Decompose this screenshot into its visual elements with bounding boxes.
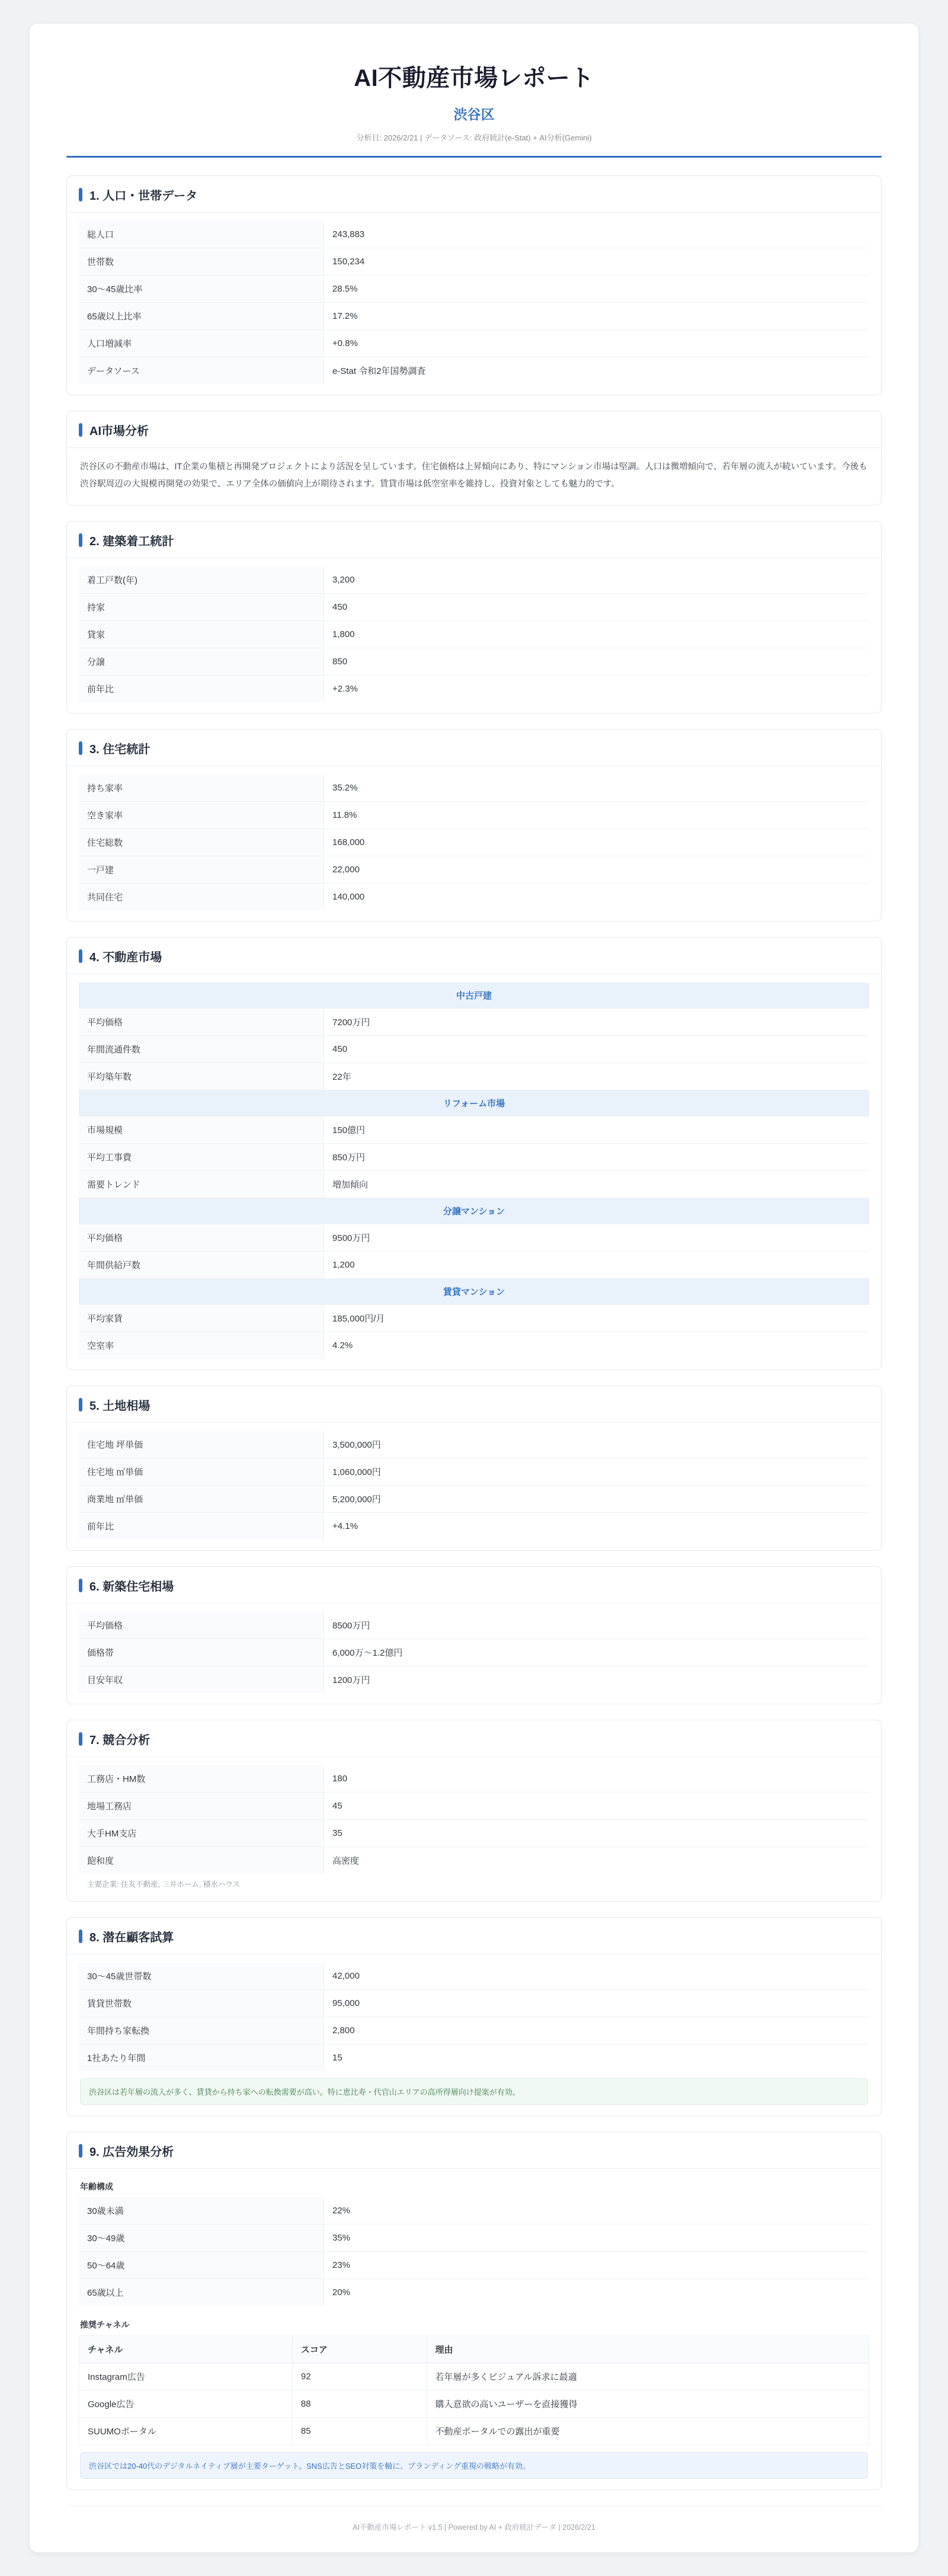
row-value: 2,800 bbox=[332, 2025, 355, 2036]
report-header bbox=[66, 59, 882, 158]
row-value: 9500万円 bbox=[332, 1233, 370, 1243]
report-meta: 分析日: 2026/2/21 | データソース: 政府統計(e-Stat) + AI分析(Gemini) bbox=[356, 133, 592, 142]
section-title: 1. 人口・世帯データ bbox=[89, 190, 198, 203]
table-row bbox=[79, 2225, 869, 2252]
age-composition-table bbox=[79, 2197, 869, 2306]
table-row bbox=[79, 1252, 869, 1279]
row-value: 増加傾向 bbox=[332, 1180, 369, 1190]
row-value: 150億円 bbox=[332, 1125, 366, 1135]
table-row bbox=[79, 567, 869, 594]
row-label: 総人口 bbox=[79, 221, 324, 248]
row-value: +2.3% bbox=[332, 684, 358, 694]
row-label: 年間持ち家転換 bbox=[79, 2017, 324, 2044]
channel-score: 85 bbox=[292, 2418, 427, 2445]
section-accent-bar bbox=[79, 533, 82, 547]
row-label: 共同住宅 bbox=[79, 884, 324, 911]
newhouse-table bbox=[79, 1612, 869, 1693]
row-value: 22% bbox=[332, 2206, 351, 2216]
table-row bbox=[79, 1171, 869, 1198]
section-title: 6. 新築住宅相場 bbox=[89, 1580, 174, 1593]
row-value: 7200万円 bbox=[332, 1017, 370, 1028]
row-value: +0.8% bbox=[332, 338, 358, 348]
section-header bbox=[67, 729, 881, 766]
channel-name: Google広告 bbox=[79, 2391, 293, 2418]
row-label: 30歳未満 bbox=[79, 2197, 324, 2225]
row-label: 1社あたり年間 bbox=[79, 2044, 324, 2072]
report-sheet bbox=[30, 24, 918, 2552]
row-value: 3,500,000円 bbox=[332, 1440, 381, 1450]
row-label: 賃貸世帯数 bbox=[79, 1990, 324, 2017]
table-row bbox=[79, 1666, 869, 1694]
section-body bbox=[67, 2169, 881, 2489]
row-label: 需要トレンド bbox=[79, 1171, 324, 1198]
row-label: 住宅総数 bbox=[79, 829, 324, 856]
row-value: 8500万円 bbox=[332, 1621, 370, 1631]
table-row bbox=[79, 648, 869, 676]
table-row bbox=[79, 2418, 869, 2445]
section-accent-bar bbox=[79, 2144, 82, 2158]
table-row bbox=[79, 2279, 869, 2306]
housing-table bbox=[79, 775, 869, 910]
channel-score: 88 bbox=[292, 2391, 427, 2418]
section-header bbox=[67, 411, 881, 448]
row-value: 28.5% bbox=[332, 284, 358, 294]
table-row bbox=[79, 1612, 869, 1639]
section-title: AI市場分析 bbox=[89, 425, 149, 438]
table-row bbox=[79, 1431, 869, 1458]
row-label: 前年比 bbox=[79, 1513, 324, 1540]
section-accent-bar bbox=[79, 741, 82, 755]
section-housing bbox=[66, 729, 882, 921]
realestate-table bbox=[79, 983, 869, 1359]
row-label: 65歳以上比率 bbox=[79, 303, 324, 330]
channel-table bbox=[79, 2335, 869, 2445]
table-row bbox=[79, 2391, 869, 2418]
row-label: 平均価格 bbox=[79, 1224, 324, 1252]
row-label: 価格帯 bbox=[79, 1639, 324, 1666]
header-divider bbox=[66, 156, 882, 158]
row-label: 分譲 bbox=[79, 648, 324, 676]
section-header bbox=[67, 521, 881, 558]
table-row bbox=[79, 1305, 869, 1332]
section-header bbox=[67, 937, 881, 974]
age-composition-label: 年齢構成 bbox=[80, 2182, 113, 2191]
section-accent-bar bbox=[79, 188, 82, 201]
row-label: 30〜49歳 bbox=[79, 2225, 324, 2252]
table-row bbox=[79, 1224, 869, 1252]
section-competition bbox=[66, 1720, 882, 1902]
competition-note: 主要企業: 住友不動産, 三井ホーム, 積水ハウス bbox=[87, 1880, 240, 1889]
row-label: 世帯数 bbox=[79, 248, 324, 276]
row-label: 持ち家率 bbox=[79, 775, 324, 802]
section-title: 8. 潜在顧客試算 bbox=[89, 1931, 174, 1944]
row-value: 20% bbox=[332, 2287, 351, 2297]
section-title: 7. 競合分析 bbox=[89, 1734, 150, 1747]
row-value: 850万円 bbox=[332, 1153, 366, 1163]
channel-name: Instagram広告 bbox=[79, 2363, 293, 2391]
row-value: 高密度 bbox=[332, 1856, 360, 1866]
table-row bbox=[79, 2017, 869, 2044]
ads-insight-note: 渋谷区では20-40代のデジタルネイティブ層が主要ターゲット。SNS広告とSEO対策を軸に、ブランディング重視の戦略が有効。 bbox=[80, 2452, 868, 2479]
row-label: 飽和度 bbox=[79, 1847, 324, 1874]
table-row bbox=[79, 802, 869, 829]
row-label: 50〜64歳 bbox=[79, 2252, 324, 2279]
channel-reason: 購入意欲の高いユーザーを直接獲得 bbox=[427, 2391, 869, 2418]
section-accent-bar bbox=[79, 1732, 82, 1746]
section-title: 4. 不動産市場 bbox=[89, 951, 162, 964]
row-label: 平均工事費 bbox=[79, 1144, 324, 1171]
row-value: 22年 bbox=[332, 1072, 351, 1082]
row-label: 住宅地 ㎡単価 bbox=[79, 1458, 324, 1486]
section-ai-analysis bbox=[66, 411, 882, 505]
table-row bbox=[79, 594, 869, 621]
row-label: 大手HM支店 bbox=[79, 1820, 324, 1847]
table-row bbox=[79, 856, 869, 884]
row-value: 42,000 bbox=[332, 1971, 360, 1981]
section-title: 9. 広告効果分析 bbox=[89, 2146, 174, 2159]
table-subheader bbox=[79, 1090, 869, 1116]
row-value: 450 bbox=[332, 602, 348, 612]
table-row bbox=[79, 2363, 869, 2391]
section-body bbox=[67, 448, 881, 505]
column-header-reason: 理由 bbox=[427, 2336, 869, 2363]
row-label: 工務店・HM数 bbox=[79, 1765, 324, 1793]
row-label: 空室率 bbox=[79, 1332, 324, 1359]
row-label: 目安年収 bbox=[79, 1666, 324, 1694]
row-value: 6,000万〜1.2億円 bbox=[332, 1648, 403, 1658]
section-accent-bar bbox=[79, 949, 82, 963]
row-value: 3,200 bbox=[332, 575, 355, 585]
subheader-label: 賃貸マンション bbox=[79, 1279, 869, 1305]
row-value: 180 bbox=[332, 1774, 348, 1784]
row-value: 45 bbox=[332, 1801, 342, 1811]
table-subheader bbox=[79, 983, 869, 1009]
report-footer: AI不動産市場レポート v1.5 | Powered by AI + 政府統計データ | 2026/2/21 bbox=[66, 2505, 882, 2532]
row-label: 平均築年数 bbox=[79, 1063, 324, 1090]
row-value: 35% bbox=[332, 2233, 351, 2243]
page-title: AI不動産市場レポート bbox=[354, 65, 594, 91]
customers-insight-note: 渋谷区は若年層の流入が多く、賃貸から持ち家への転換需要が高い。特に恵比寿・代官山エリアの高所得層向け提案が有効。 bbox=[80, 2078, 868, 2105]
row-value: 185,000円/月 bbox=[332, 1314, 385, 1324]
row-value: 35.2% bbox=[332, 783, 358, 793]
row-value: 17.2% bbox=[332, 311, 358, 321]
row-value: 95,000 bbox=[332, 1998, 360, 2008]
table-row bbox=[79, 1847, 869, 1874]
customers-table bbox=[79, 1963, 869, 2071]
table-row bbox=[79, 1036, 869, 1063]
table-row bbox=[79, 775, 869, 802]
subheader-label: 中古戸建 bbox=[79, 983, 869, 1009]
table-row bbox=[79, 2197, 869, 2225]
row-value: +4.1% bbox=[332, 1521, 358, 1531]
section-body bbox=[67, 1423, 881, 1550]
recommended-channel-label: 推奨チャネル bbox=[80, 2320, 130, 2329]
row-label: 持家 bbox=[79, 594, 324, 621]
row-value: 5,200,000円 bbox=[332, 1495, 381, 1505]
row-label: 65歳以上 bbox=[79, 2279, 324, 2306]
construction-table bbox=[79, 567, 869, 702]
table-row bbox=[79, 621, 869, 648]
row-label: 平均価格 bbox=[79, 1612, 324, 1639]
row-value: 243,883 bbox=[332, 229, 365, 239]
section-realestate bbox=[66, 937, 882, 1370]
table-row bbox=[79, 248, 869, 276]
table-row bbox=[79, 1513, 869, 1540]
section-body bbox=[67, 213, 881, 395]
section-population bbox=[66, 175, 882, 395]
table-row bbox=[79, 2044, 869, 2072]
section-header bbox=[67, 2132, 881, 2169]
table-row bbox=[79, 1486, 869, 1513]
row-label: 年間流通件数 bbox=[79, 1036, 324, 1063]
row-label: 平均家賃 bbox=[79, 1305, 324, 1332]
row-label: 30〜45歳世帯数 bbox=[79, 1963, 324, 1990]
row-value: 22,000 bbox=[332, 865, 360, 875]
row-value: 1,200 bbox=[332, 1260, 355, 1270]
section-body bbox=[67, 1604, 881, 1704]
row-value: 450 bbox=[332, 1044, 348, 1054]
row-value: 150,234 bbox=[332, 257, 365, 267]
section-newhouse bbox=[66, 1566, 882, 1704]
table-row bbox=[79, 676, 869, 703]
section-accent-bar bbox=[79, 423, 82, 437]
row-value: 15 bbox=[332, 2053, 342, 2063]
table-row bbox=[79, 221, 869, 248]
row-value: 140,000 bbox=[332, 892, 365, 902]
table-row bbox=[79, 330, 869, 357]
row-label: 市場規模 bbox=[79, 1116, 324, 1144]
subheader-label: リフォーム市場 bbox=[79, 1090, 869, 1116]
row-value: 11.8% bbox=[332, 810, 357, 820]
section-construction bbox=[66, 521, 882, 713]
table-row bbox=[79, 1063, 869, 1090]
channel-reason: 不動産ポータルでの露出が重要 bbox=[435, 2427, 560, 2437]
row-label: 人口増減率 bbox=[79, 330, 324, 357]
section-title: 5. 土地相場 bbox=[89, 1400, 150, 1413]
section-accent-bar bbox=[79, 1579, 82, 1592]
table-header-row bbox=[79, 2336, 869, 2363]
table-subheader bbox=[79, 1279, 869, 1305]
row-label: 地場工務店 bbox=[79, 1793, 324, 1820]
section-header bbox=[67, 1720, 881, 1757]
row-label: 商業地 ㎡単価 bbox=[79, 1486, 324, 1513]
channel-score: 92 bbox=[292, 2363, 427, 2391]
table-row bbox=[79, 1332, 869, 1359]
section-header bbox=[67, 1386, 881, 1423]
channel-reason: 若年層が多くビジュアル訴求に最適 bbox=[427, 2363, 869, 2391]
section-accent-bar bbox=[79, 1929, 82, 1943]
row-value: 4.2% bbox=[332, 1340, 353, 1351]
row-label: 一戸建 bbox=[79, 856, 324, 884]
section-header bbox=[67, 176, 881, 213]
row-label: 平均価格 bbox=[79, 1009, 324, 1036]
section-header bbox=[67, 1918, 881, 1954]
row-value: 1200万円 bbox=[332, 1675, 370, 1685]
population-table bbox=[79, 221, 869, 384]
section-body bbox=[67, 766, 881, 921]
table-row bbox=[79, 1458, 869, 1486]
row-value: 850 bbox=[332, 657, 348, 667]
column-header-score: スコア bbox=[292, 2336, 427, 2363]
table-row bbox=[79, 1820, 869, 1847]
table-row bbox=[79, 303, 869, 330]
table-row bbox=[79, 1009, 869, 1036]
section-body bbox=[67, 974, 881, 1369]
section-body bbox=[67, 558, 881, 713]
row-value: 1,800 bbox=[332, 629, 355, 639]
subheader-label: 分譲マンション bbox=[79, 1198, 869, 1224]
row-label: 住宅地 坪単価 bbox=[79, 1431, 324, 1458]
row-label: 前年比 bbox=[79, 676, 324, 703]
section-accent-bar bbox=[79, 1398, 82, 1412]
column-header-channel: チャネル bbox=[79, 2336, 293, 2363]
report-city: 渋谷区 bbox=[453, 107, 495, 122]
table-row bbox=[79, 884, 869, 911]
row-value: 168,000 bbox=[332, 837, 365, 847]
ai-analysis-text: 渋谷区の不動産市場は、IT企業の集積と再開発プロジェクトにより活況を呈しています。住宅価格は上昇傾向にあり、特にマンション市場は堅調。人口は微増傾向で、若年層の流入が続いています。今後も渋谷駅周辺の大規模再開発の効果で、エリア全体の価値向上が期待されます。賃貸市場は低空室率を維持し、投資対象としても魅力的です。 bbox=[80, 462, 867, 489]
row-label: 着工戸数(年) bbox=[79, 567, 324, 594]
row-value: 23% bbox=[332, 2260, 351, 2270]
row-label: 30〜45歳比率 bbox=[79, 276, 324, 303]
table-row bbox=[79, 829, 869, 856]
section-body bbox=[67, 1757, 881, 1901]
table-row bbox=[79, 357, 869, 385]
section-body bbox=[67, 1954, 881, 2116]
row-value: e-Stat 令和2年国勢調査 bbox=[332, 366, 426, 376]
row-label: データソース bbox=[79, 357, 324, 385]
table-row bbox=[79, 1793, 869, 1820]
row-value: 35 bbox=[332, 1828, 342, 1838]
section-title: 3. 住宅統計 bbox=[89, 743, 150, 756]
section-ads bbox=[66, 2132, 882, 2490]
channel-name: SUUMOポータル bbox=[79, 2418, 293, 2445]
row-label: 空き家率 bbox=[79, 802, 324, 829]
section-customers bbox=[66, 1917, 882, 2116]
table-subheader bbox=[79, 1198, 869, 1224]
table-row bbox=[79, 1639, 869, 1666]
land-table bbox=[79, 1431, 869, 1540]
table-row bbox=[79, 2252, 869, 2279]
table-row bbox=[79, 276, 869, 303]
row-label: 貸家 bbox=[79, 621, 324, 648]
table-row bbox=[79, 1144, 869, 1171]
table-row bbox=[79, 1116, 869, 1144]
table-row bbox=[79, 1963, 869, 1990]
competition-table bbox=[79, 1765, 869, 1874]
section-header bbox=[67, 1567, 881, 1604]
table-row bbox=[79, 1765, 869, 1793]
section-title: 2. 建築着工統計 bbox=[89, 535, 174, 548]
table-row bbox=[79, 1990, 869, 2017]
row-value: 1,060,000円 bbox=[332, 1467, 381, 1477]
row-label: 年間供給戸数 bbox=[79, 1252, 324, 1279]
section-land bbox=[66, 1385, 882, 1551]
